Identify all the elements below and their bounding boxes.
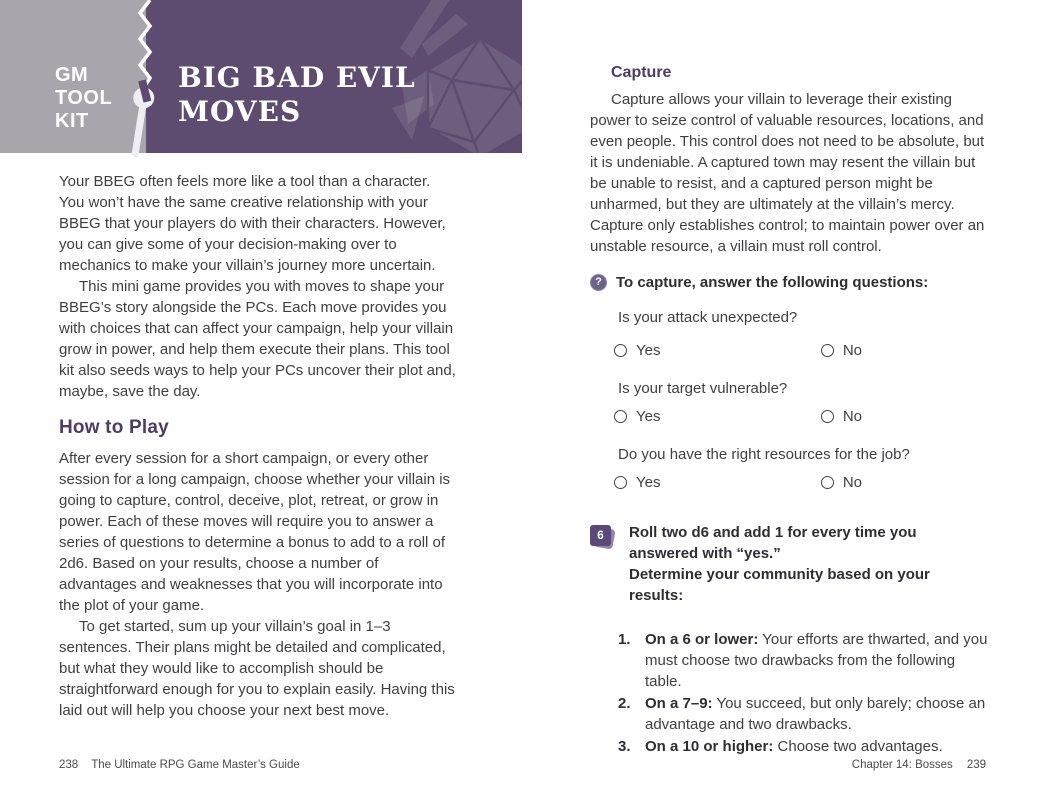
question-target-vulnerable — [618, 378, 988, 427]
question-label: Do you have the right resources for the job? — [618, 446, 910, 463]
d6-die-icon — [590, 524, 616, 550]
radio-button-icon[interactable] — [614, 344, 627, 357]
how-to-play-paragraph: To get started, sum up your villain’s goal in 1–3 sentences. Their plans might be detailed and complicated, but what they would like to accomplish should be straightforward enough for you to explain easily. Having this laid out will help you choose your next best move. — [59, 618, 455, 719]
banner-kicker-line: KIT — [55, 110, 89, 132]
result-text: On a 6 or lower: Your efforts are thwarted, and you must choose two drawbacks from the following table. — [645, 631, 988, 690]
roll-instruction-text — [629, 522, 988, 606]
right-page-footer — [852, 759, 986, 771]
radio-button-icon[interactable] — [821, 476, 834, 489]
option-yes[interactable] — [614, 406, 660, 427]
option-label: Yes — [636, 408, 661, 425]
how-to-play-heading: How to Play — [59, 417, 169, 438]
how-to-play-paragraph: After every session for a short campaign, or every other session for a long campaign, choose whether your villain is going to capture, control, deceive, plot, retreat, or grow in power. Each of these moves will require you to answer a series of questions to determine a bonus to add to a roll of 2d6. Based on your results, choose a number of advantages and weaknesses that you will incorporate into the plot of your game. — [59, 450, 451, 614]
result-item — [618, 693, 988, 735]
roll-instruction-line: Roll two d6 and add 1 for every time you answered with “yes.” — [629, 524, 917, 562]
radio-button-icon[interactable] — [614, 410, 627, 423]
result-item — [618, 736, 988, 757]
banner-kicker — [55, 64, 112, 133]
capture-questions — [590, 307, 988, 493]
roll-instruction-row — [590, 522, 988, 606]
option-no[interactable] — [821, 406, 862, 427]
roll-instruction-line: Determine your community based on your results: — [629, 566, 930, 604]
result-number: 3. — [618, 738, 631, 755]
capture-intro-paragraph: Capture allows your villain to leverage their existing power to seize control of valuable resources, locations, and even people. This control does not need to be absolute, but it is undeniable. A captured town may resent the villain but be unable to resist, and a captured person might be unharmed, but they are ultimately at the villain’s mercy. Capture only establishes control; to maintain power over an unstable resource, a villain must roll control. — [590, 91, 985, 255]
question-label: Is your target vulnerable? — [618, 380, 788, 397]
chapter-banner — [0, 0, 522, 153]
left-page-footer — [59, 759, 300, 771]
right-page-number: 239 — [966, 759, 986, 771]
zigzag-divider — [124, 0, 176, 166]
option-no[interactable] — [821, 472, 862, 493]
radio-button-icon[interactable] — [821, 344, 834, 357]
question-prompt-text: To capture, answer the following questions: — [616, 274, 929, 291]
left-page-content — [59, 171, 458, 721]
option-label: Yes — [636, 342, 661, 359]
chapter-title — [178, 61, 416, 129]
question-options — [614, 472, 862, 493]
option-label: No — [842, 408, 862, 425]
question-attack-unexpected — [618, 307, 988, 361]
intro-paragraph: This mini game provides you with moves to shape your BBEG’s story alongside the PCs. Each move provides you with choices that can affect your campaign, help your villain grow in power, and help them execute their plans. This tool kit also seeds ways to help your PCs uncover their plot and, maybe, save the day. — [59, 278, 456, 400]
capture-heading: Capture — [611, 64, 672, 81]
question-right-resources — [618, 444, 988, 493]
result-number: 2. — [618, 695, 631, 712]
question-mark-icon: ? — [590, 274, 607, 291]
question-label: Is your attack unexpected? — [618, 309, 798, 326]
chapter-title-line: BIG BAD EVIL — [178, 61, 416, 94]
option-label: Yes — [636, 474, 661, 491]
option-label: No — [842, 474, 862, 491]
book-title: The Ultimate RPG Game Master’s Guide — [91, 759, 300, 771]
option-no[interactable] — [821, 340, 862, 361]
question-options — [614, 406, 862, 427]
result-text: On a 7–9: You succeed, but only barely; choose an advantage and two drawbacks. — [645, 695, 986, 733]
result-item — [618, 629, 988, 692]
option-yes[interactable] — [614, 340, 660, 361]
question-prompt-row — [590, 272, 988, 293]
result-text: On a 10 or higher: Choose two advantages. — [645, 738, 943, 755]
right-page-content — [590, 62, 988, 758]
roll-results-list — [590, 629, 988, 757]
option-yes[interactable] — [614, 472, 660, 493]
chapter-title-line: MOVES — [178, 95, 302, 128]
radio-button-icon[interactable] — [614, 476, 627, 489]
left-page-number: 238 — [59, 759, 79, 771]
option-label: No — [842, 342, 862, 359]
result-number: 1. — [618, 631, 631, 648]
question-options — [614, 340, 862, 361]
d6-die-face: 6 — [590, 525, 611, 546]
intro-paragraph: Your BBEG often feels more like a tool than a character. You won’t have the same creative relationship with your BBEG that your players do with their characters. However, you can give some of your decision-making over to mechanics to make your villain’s journey more uncertain. — [59, 173, 446, 274]
chapter-label: Chapter 14: Bosses — [851, 759, 953, 771]
banner-kicker-line: GM — [55, 64, 89, 86]
banner-kicker-line: TOOL — [55, 87, 113, 109]
radio-button-icon[interactable] — [821, 410, 834, 423]
